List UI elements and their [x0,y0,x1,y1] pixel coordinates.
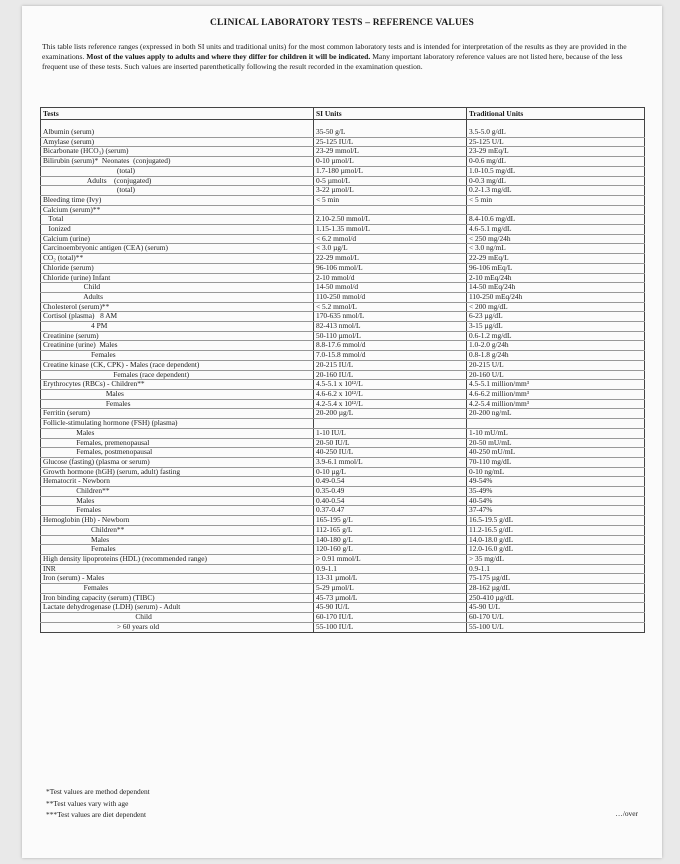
table-header-row [41,108,645,120]
si-units-cell: 0.37-0.47 [314,506,467,516]
page-continue-label: …/over [615,809,638,818]
test-name-cell: Lactate dehydrogenase (LDH) (serum) - Adult [41,603,314,613]
intro-text-2: Many important laboratory reference values are not listed here, because of the less frequent use of these tests. Such values are inserted parenthetically following the result recorded in the examination question. [42,52,623,72]
traditional-units-cell: 4.6-5.1 mg/dL [467,225,645,235]
table-row [41,622,645,632]
traditional-units-cell: 0.2-1.3 mg/dL [467,186,645,196]
traditional-units-cell: 0-10 ng/mL [467,467,645,477]
traditional-units-cell: 4.5-5.1 million/mm³ [467,380,645,390]
traditional-units-cell [467,419,645,429]
traditional-units-cell: 20-200 ng/mL [467,409,645,419]
test-name-cell: Erythrocytes (RBCs) - Children** [41,380,314,390]
traditional-units-cell: 96-106 mEq/L [467,263,645,273]
traditional-units-cell: 4.6-6.2 million/mm³ [467,389,645,399]
footnote: ***Test values are diet dependent [46,810,147,819]
traditional-units-cell: 8.4-10.6 mg/dL [467,215,645,225]
si-units-cell: 20-160 IU/L [314,370,467,380]
header-traditional-units: Traditional Units [467,108,645,120]
test-name-cell: Hematocrit - Newborn [41,477,314,487]
traditional-units-cell: 55-100 U/L [467,622,645,632]
test-name-cell: Total [41,215,314,225]
table-row [41,554,645,564]
test-name-cell: Adults [41,292,314,302]
test-name-cell: Females [41,584,314,594]
footnote: **Test values vary with age [46,798,129,808]
intro-text-bold: Most of the values apply to adults and where they differ for children it will be indicated. [86,52,371,62]
si-units-cell: 96-106 mmol/L [314,263,467,273]
si-units-cell: 20-200 µg/L [314,409,467,419]
si-units-cell: 3-22 µmol/L [314,186,467,196]
si-units-cell: 170-635 nmol/L [314,312,467,322]
traditional-units-cell: 23-29 mEq/L [467,147,645,157]
si-units-cell: 0-10 µmol/L [314,157,467,167]
test-name-cell: Males [41,535,314,545]
header-si-units: SI Units [314,108,467,120]
footnote: *Test values are method dependent [46,787,150,796]
traditional-units-cell: 45-90 U/L [467,603,645,613]
si-units-cell: 23-29 mmol/L [314,147,467,157]
test-name-cell: Males [41,428,314,438]
test-name-cell: Calcium (urine) [41,234,314,244]
test-name-cell: Females, postmenopausal [41,448,314,458]
test-name-cell: Glucose (fasting) (plasma or serum) [41,457,314,467]
table-row [41,263,645,273]
si-units-cell: 22-29 mmol/L [314,254,467,264]
si-units-cell: 110-250 mmol/d [314,292,467,302]
si-units-cell: 0.40-0.54 [314,496,467,506]
si-units-cell: < 5 min [314,195,467,205]
si-units-cell: 82-413 nmol/L [314,322,467,332]
si-units-cell: 112-165 g/L [314,525,467,535]
traditional-units-cell: 22-29 mEq/L [467,254,645,264]
si-units-cell: 0-5 µmol/L [314,176,467,186]
si-units-cell: 0.49-0.54 [314,477,467,487]
traditional-units-cell: 25-125 U/L [467,137,645,147]
traditional-units-cell: 70-110 mg/dL [467,457,645,467]
si-units-cell: 1-10 IU/L [314,428,467,438]
traditional-units-cell: < 5 min [467,195,645,205]
traditional-units-cell: 16.5-19.5 g/dL [467,516,645,526]
test-name-cell: Iron (serum) - Males [41,574,314,584]
table-row [41,428,645,438]
test-name-cell: Hemoglobin (Hb) - Newborn [41,516,314,526]
traditional-units-cell: 250-410 µg/dL [467,593,645,603]
traditional-units-cell: 0.8-1.8 g/24h [467,351,645,361]
traditional-units-cell: 14.0-18.0 g/dL [467,535,645,545]
test-name-cell: Follicle-stimulating hormone (FSH) (plasma) [41,419,314,429]
traditional-units-cell: 40-250 mU/mL [467,448,645,458]
test-name-cell: Ionized [41,225,314,235]
si-units-cell: 8.8-17.6 mmol/d [314,341,467,351]
footnotes [46,786,150,821]
traditional-units-cell: < 250 mg/24h [467,234,645,244]
si-units-cell: < 3.0 µg/L [314,244,467,254]
si-units-cell: 20-50 IU/L [314,438,467,448]
test-name-cell: Amylase (serum) [41,137,314,147]
table-row [41,195,645,205]
si-units-cell: 14-50 mmol/d [314,283,467,293]
test-name-cell: Females, premenopausal [41,438,314,448]
test-name-cell: Females [41,506,314,516]
table-row [41,389,645,399]
si-units-cell: 2-10 mmol/d [314,273,467,283]
test-name-cell: > 60 years old [41,622,314,632]
test-name-cell: Creatinine (serum) [41,331,314,341]
si-units-cell: 45-73 µmol/L [314,593,467,603]
traditional-units-cell: 12.0-16.0 g/dL [467,545,645,555]
test-name-cell: Child [41,613,314,623]
si-units-cell: 0.35-0.49 [314,487,467,497]
si-units-cell: 7.0-15.8 mmol/d [314,351,467,361]
traditional-units-cell: 3-15 µg/dL [467,322,645,332]
test-name-cell: Creatine kinase (CK, CPK) - Males (race dependent) [41,360,314,370]
si-units-cell: 120-160 g/L [314,545,467,555]
table-row [41,292,645,302]
table-row [41,128,645,137]
si-units-cell: 4.6-6.2 x 10¹²/L [314,389,467,399]
test-name-cell: Males [41,496,314,506]
test-name-cell: Bicarbonate (HCO₃) (serum) [41,147,314,157]
table-row [41,584,645,594]
table-row [41,157,645,167]
si-units-cell: 0-10 µg/L [314,467,467,477]
traditional-units-cell: 4.2-5.4 million/mm³ [467,399,645,409]
test-name-cell: Adults (conjugated) [41,176,314,186]
test-name-cell: Iron binding capacity (serum) (TIBC) [41,593,314,603]
traditional-units-cell: 11.2-16.5 g/dL [467,525,645,535]
si-units-cell: < 5.2 mmol/L [314,302,467,312]
si-units-cell: 140-180 g/L [314,535,467,545]
si-units-cell: 0.9-1.1 [314,564,467,574]
table-row [41,419,645,429]
test-name-cell: Females [41,545,314,555]
table-row [41,322,645,332]
test-name-cell: CO₂ (total)** [41,254,314,264]
table-row [41,351,645,361]
test-name-cell: Bilirubin (serum)* Neonates (conjugated) [41,157,314,167]
traditional-units-cell: > 35 mg/dL [467,554,645,564]
si-units-cell: 20-215 IU/L [314,360,467,370]
test-name-cell: Calcium (serum)** [41,205,314,215]
traditional-units-cell: < 3.0 ng/mL [467,244,645,254]
test-name-cell: Carcinoembryonic antigen (CEA) (serum) [41,244,314,254]
traditional-units-cell: 0.6-1.2 mg/dL [467,331,645,341]
reference-table [40,107,645,633]
test-name-cell: Growth hormone (hGH) (serum, adult) fasting [41,467,314,477]
si-units-cell: 2.10-2.50 mmol/L [314,215,467,225]
table-row [41,613,645,623]
test-name-cell: Chloride (serum) [41,263,314,273]
test-name-cell: Child [41,283,314,293]
table-row [41,254,645,264]
traditional-units-cell: 1.0-2.0 g/24h [467,341,645,351]
test-name-cell: Children** [41,525,314,535]
table-row [41,186,645,196]
table-row [41,283,645,293]
intro-text-1: This table lists reference ranges (expressed in both SI units and traditional units) for the most common laboratory tests and is intended for interpretation of the results as they are provided in the examinations. [42,42,627,62]
test-name-cell: Females (race dependent) [41,370,314,380]
traditional-units-cell: < 200 mg/dL [467,302,645,312]
si-units-cell: 165-195 g/L [314,516,467,526]
table-row [41,487,645,497]
test-name-cell: Chloride (urine) Infant [41,273,314,283]
test-name-cell: Ferritin (serum) [41,409,314,419]
si-units-cell: 40-250 IU/L [314,448,467,458]
table-row [41,525,645,535]
traditional-units-cell: 3.5-5.0 g/dL [467,128,645,137]
si-units-cell: 4.2-5.4 x 10¹²/L [314,399,467,409]
table-row [41,166,645,176]
traditional-units-cell: 1.0-10.5 mg/dL [467,166,645,176]
traditional-units-cell: 20-215 U/L [467,360,645,370]
table-row [41,545,645,555]
si-units-cell [314,419,467,429]
si-units-cell: 60-170 IU/L [314,613,467,623]
si-units-cell: 1.15-1.35 mmol/L [314,225,467,235]
test-name-cell: Females [41,351,314,361]
test-name-cell: Females [41,399,314,409]
header-tests: Tests [41,108,314,120]
traditional-units-cell: 35-49% [467,487,645,497]
traditional-units-cell: 40-54% [467,496,645,506]
page-title: CLINICAL LABORATORY TESTS – REFERENCE VALUES [209,18,475,28]
si-units-cell: < 6.2 mmol/d [314,234,467,244]
traditional-units-cell: 110-250 mEq/24h [467,292,645,302]
table-row [41,360,645,370]
test-name-cell: Bleeding time (Ivy) [41,195,314,205]
table-row [41,225,645,235]
traditional-units-cell: 37-47% [467,506,645,516]
si-units-cell: > 0.91 mmol/L [314,554,467,564]
si-units-cell: 5-29 µmol/L [314,584,467,594]
si-units-cell: 55-100 IU/L [314,622,467,632]
si-units-cell: 3.9-6.1 mmol/L [314,457,467,467]
traditional-units-cell: 0.9-1.1 [467,564,645,574]
test-name-cell: 4 PM [41,322,314,332]
traditional-units-cell: 2-10 mEq/24h [467,273,645,283]
test-name-cell: (total) [41,186,314,196]
test-name-cell: Males [41,389,314,399]
traditional-units-cell: 0-0.6 mg/dL [467,157,645,167]
traditional-units-cell: 1-10 mU/mL [467,428,645,438]
traditional-units-cell: 49-54% [467,477,645,487]
test-name-cell: Children** [41,487,314,497]
traditional-units-cell: 0-0.3 mg/dL [467,176,645,186]
test-name-cell: Cholesterol (serum)** [41,302,314,312]
table-row [41,448,645,458]
traditional-units-cell: 20-50 mU/mL [467,438,645,448]
table-row [41,457,645,467]
si-units-cell: 45-90 IU/L [314,603,467,613]
traditional-units-cell: 60-170 U/L [467,613,645,623]
traditional-units-cell: 75-175 µg/dL [467,574,645,584]
test-name-cell: INR [41,564,314,574]
test-name-cell: Creatinine (urine) Males [41,341,314,351]
test-name-cell: (total) [41,166,314,176]
traditional-units-cell: 14-50 mEq/24h [467,283,645,293]
si-units-cell: 25-125 IU/L [314,137,467,147]
si-units-cell: 4.5-5.1 x 10¹²/L [314,380,467,390]
si-units-cell: 50-110 µmol/L [314,331,467,341]
test-name-cell: High density lipoproteins (HDL) (recommended range) [41,554,314,564]
traditional-units-cell: 6-23 µg/dL [467,312,645,322]
table-row [41,516,645,526]
table-body [41,120,645,633]
traditional-units-cell: 20-160 U/L [467,370,645,380]
test-name-cell: Albumin (serum) [41,128,314,137]
si-units-cell: 13-31 µmol/L [314,574,467,584]
intro-paragraph [42,42,646,73]
traditional-units-cell: 28-162 µg/dL [467,584,645,594]
document-page [22,6,662,858]
si-units-cell: 1.7-180 µmol/L [314,166,467,176]
test-name-cell: Cortisol (plasma) 8 AM [41,312,314,322]
si-units-cell: 35-50 g/L [314,128,467,137]
